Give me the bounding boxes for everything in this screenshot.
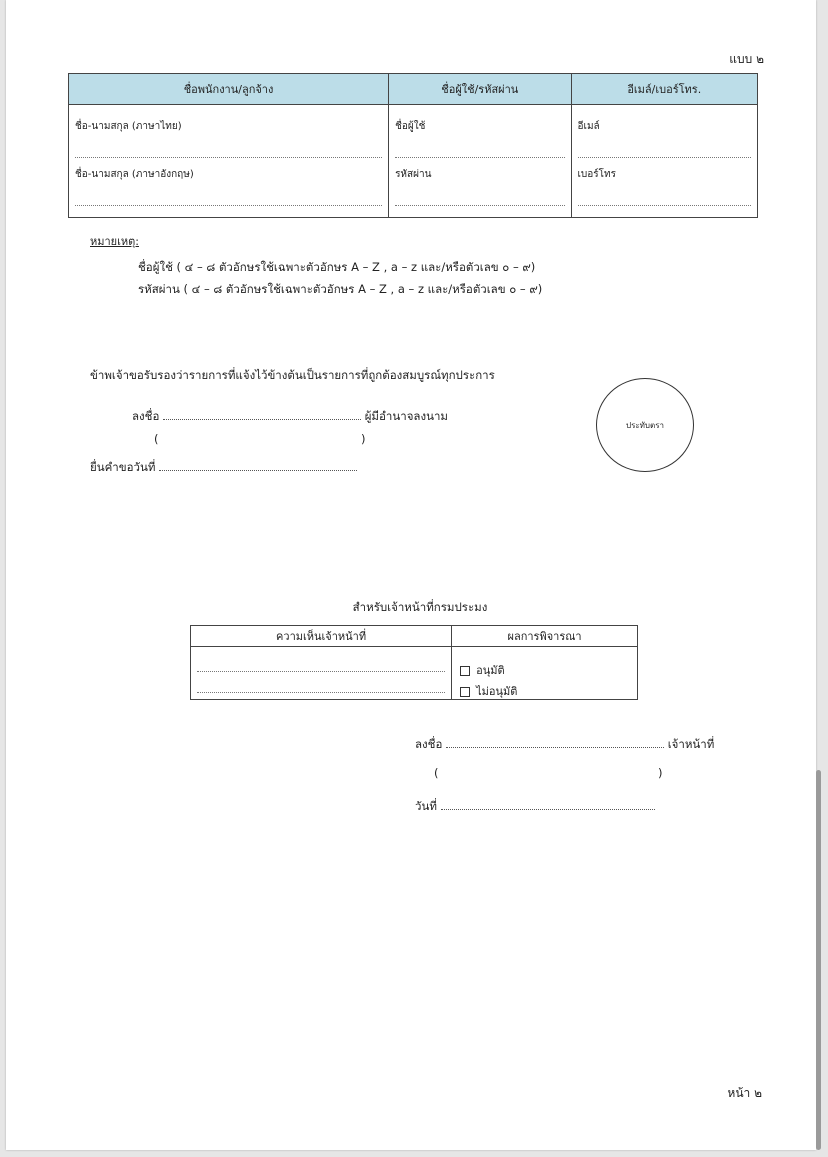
officer-review-table [190,625,638,700]
consideration-result-cell [452,647,638,700]
signer-role: ผู้มีอำนาจลงนาม [364,409,448,423]
header-officer-opinion: ความเห็นเจ้าหน้าที่ [191,626,452,647]
officer-role: เจ้าหน้าที่ [667,737,715,751]
note-username-rule: ชื่อผู้ใช้ ( ๔ – ๘ ตัวอักษรใช้เฉพาะตัวอักษร A – Z , a – z และ/หรือตัวเลข ๐ – ๙) [138,260,536,274]
header-username-password: ชื่อผู้ใช้/รหัสผ่าน [389,74,571,105]
phone-line [578,205,751,206]
application-date-line[interactable] [159,459,357,471]
approve-label: อนุมัติ [476,664,505,677]
seal-stamp-area [596,378,694,472]
signer-name-paren-open: ( [154,432,159,446]
reject-label: ไม่อนุมัติ [476,685,518,698]
label-phone: เบอร์โทร [577,169,616,180]
officer-sign-label: ลงชื่อ [415,737,443,751]
email-phone-cell[interactable] [571,105,757,218]
label-password: รหัสผ่าน [395,169,432,180]
username-password-cell[interactable] [389,105,571,218]
page-number: หน้า ๒ [727,1086,762,1100]
officer-date-label: วันที่ [415,799,437,813]
password-line [395,205,564,206]
option-reject[interactable] [460,682,517,700]
label-name-english: ชื่อ-นามสกุล (ภาษาอังกฤษ) [75,169,194,180]
applicant-info-table [68,73,758,218]
note-password-rule: รหัสผ่าน ( ๔ – ๘ ตัวอักษรใช้เฉพาะตัวอักษร A – Z , a – z และ/หรือตัวเลข ๐ – ๙) [138,282,543,296]
sign-label: ลงชื่อ [132,409,160,423]
document-page [6,0,816,1150]
officer-name-paren-open: ( [434,766,439,780]
signature-line[interactable] [163,408,361,420]
form-code: แบบ ๒ [729,52,764,66]
seal-label: ประทับตรา [625,420,664,430]
officer-opinion-cell[interactable] [191,647,452,700]
opinion-line-2 [197,692,445,693]
application-date-row [90,459,357,477]
option-approve[interactable] [460,661,505,679]
application-date-label: ยื่นคำขอวันที่ [90,460,156,474]
header-email-phone: อีเมล์/เบอร์โทร. [571,74,757,105]
label-name-thai: ชื่อ-นามสกุล (ภาษาไทย) [75,121,182,132]
email-line [578,157,751,158]
officer-date-line[interactable] [441,798,655,810]
note-title: หมายเหตุ: [90,235,139,248]
vertical-scrollbar[interactable] [816,770,821,1150]
employee-name-cell[interactable] [69,105,389,218]
officer-name-paren-close: ) [658,766,663,780]
header-consideration-result: ผลการพิจารณา [452,626,638,647]
officer-section-title: สำหรับเจ้าหน้าที่กรมประมง [352,600,488,614]
username-line [395,157,564,158]
label-username: ชื่อผู้ใช้ [395,121,426,132]
reject-checkbox[interactable] [460,687,470,697]
officer-signature-line[interactable] [446,736,664,748]
signer-name-paren-close: ) [361,432,366,446]
certification-statement: ข้าพเจ้าขอรับรองว่ารายการที่แจ้งไว้ข้างต้นเป็นรายการที่ถูกต้องสมบูรณ์ทุกประการ [90,368,495,382]
label-email: อีเมล์ [577,121,600,132]
opinion-line-1 [197,671,445,672]
header-employee-name: ชื่อพนักงาน/ลูกจ้าง [69,74,389,105]
officer-date-row [415,798,655,816]
name-thai-line [75,157,382,158]
officer-signature-row [415,736,714,754]
applicant-signature-row [132,408,448,426]
approve-checkbox[interactable] [460,666,470,676]
name-english-line [75,205,382,206]
